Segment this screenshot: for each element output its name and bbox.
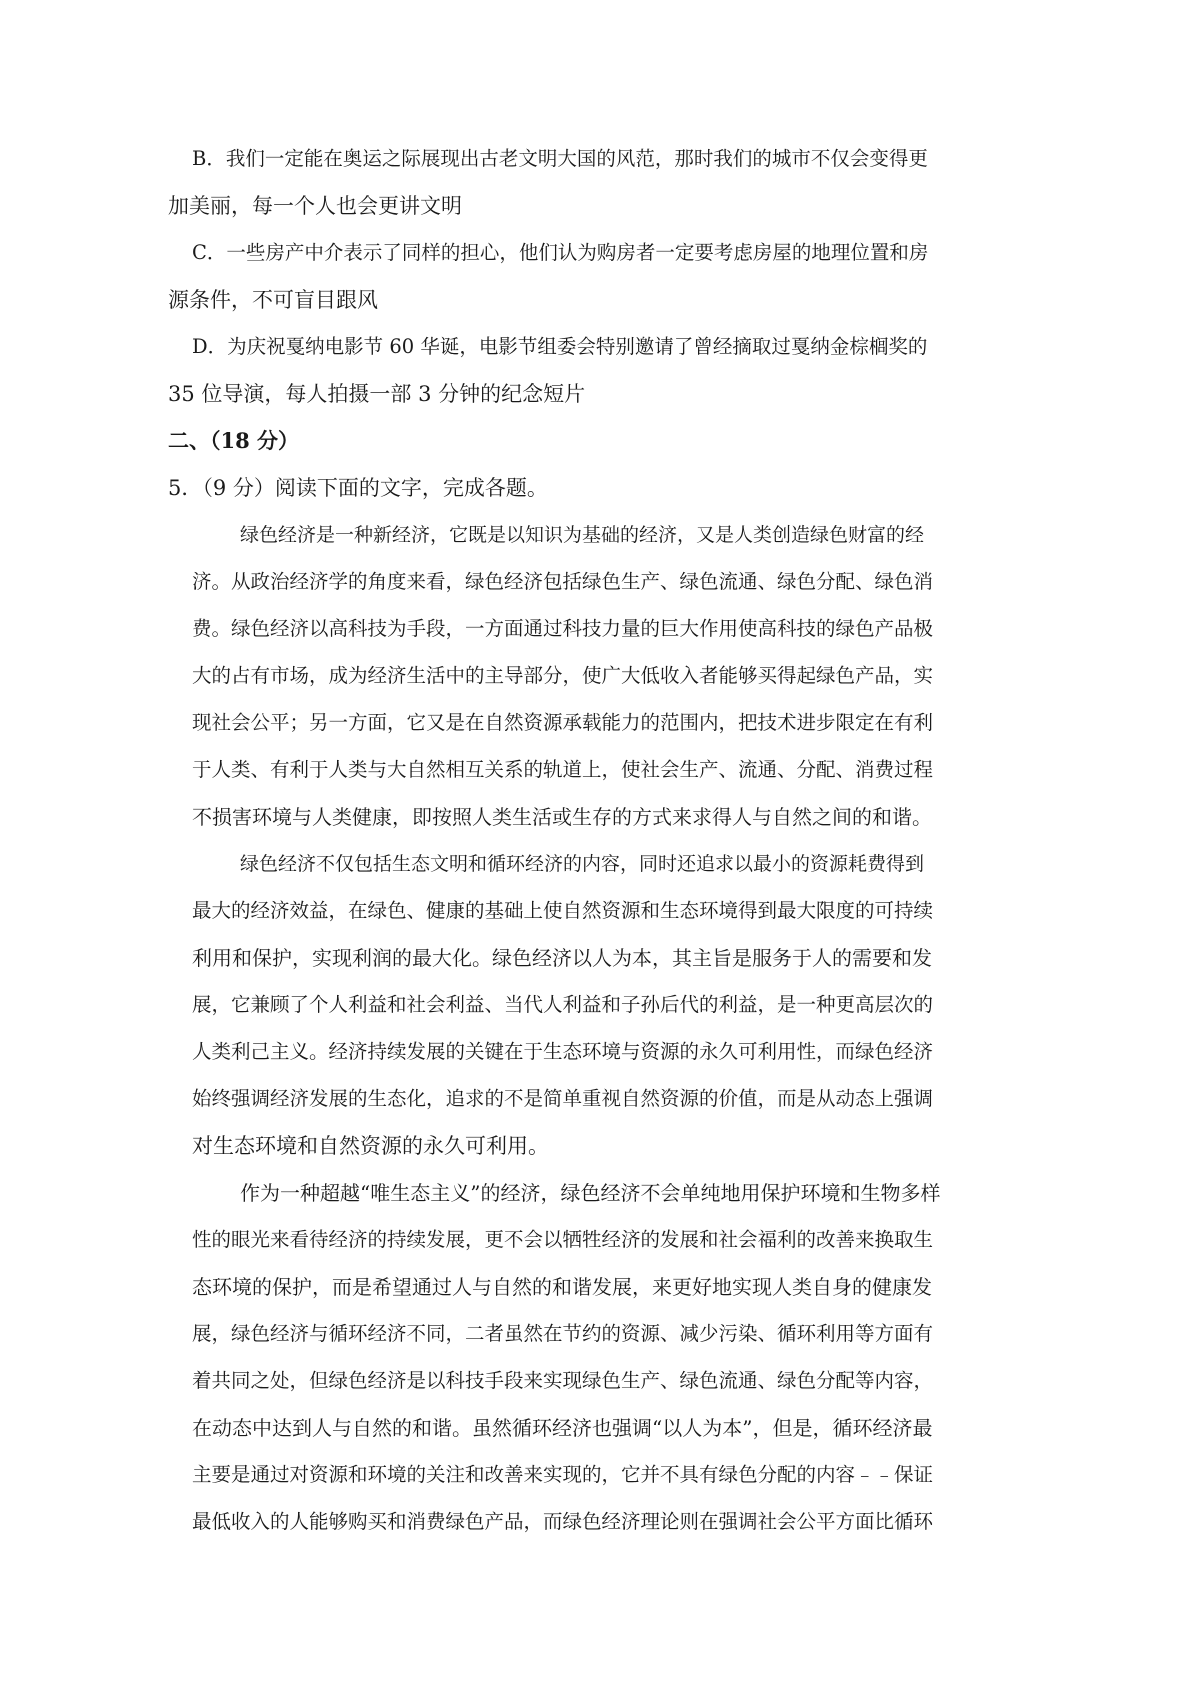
option-c-line-1 bbox=[192, 238, 928, 268]
option-d-text-1: 为庆祝戛纳电影节 60 华诞，电影节组委会特别邀请了曾经摘取过戛纳金棕榈奖的 bbox=[227, 335, 928, 358]
option-c-text-2: 源条件，不可盲目跟风 bbox=[168, 288, 378, 312]
paragraph-1-line: 费。绿色经济以高科技为手段，一方面通过科技力量的巨大作用使高科技的绿色产品极 bbox=[192, 617, 934, 640]
paragraph-3-line: 着共同之处，但绿色经济是以科技手段来实现绿色生产、绿色流通、绿色分配等内容， bbox=[192, 1369, 934, 1392]
paragraph-3-line: 作为一种超越“唯生态主义”的经济，绿色经济不会单纯地用保护环境和生物多样 bbox=[240, 1181, 941, 1205]
option-c-text-1: 一些房产中介表示了同样的担心，他们认为购房者一定要考虑房屋的地理位置和房 bbox=[226, 241, 929, 264]
option-d-text-2: 35 位导演，每人拍摄一部 3 分钟的纪念短片 bbox=[168, 382, 586, 406]
paragraph-3-line: 展，绿色经济与循环经济不同，二者虽然在节约的资源、减少污染、循环利用等方面有 bbox=[192, 1322, 934, 1345]
option-d-line-1 bbox=[192, 332, 927, 362]
paragraph-3-line: 性的眼光来看待经济的持续发展，更不会以牺牲经济的发展和社会福利的改善来换取生 bbox=[192, 1228, 934, 1251]
paragraph-3-line: 最低收入的人能够购买和消费绿色产品，而绿色经济理论则在强调社会公平方面比循环 bbox=[192, 1510, 934, 1533]
paragraph-1-line: 不损害环境与人类健康，即按照人类生活或生存的方式来求得人与自然之间的和谐。 bbox=[192, 805, 932, 829]
paragraph-3-line: 态环境的保护，而是希望通过人与自然的和谐发展，来更好地实现人类自身的健康发 bbox=[192, 1275, 932, 1299]
option-b-line-1 bbox=[192, 144, 928, 174]
paragraph-1-line: 现社会公平；另一方面，它又是在自然资源承载能力的范围内，把技术进步限定在有利 bbox=[192, 711, 934, 734]
paragraph-2-line: 绿色经济不仅包括生态文明和循环经济的内容，同时还追求以最小的资源耗费得到 bbox=[240, 853, 925, 875]
paragraph-2-line: 最大的经济效益，在绿色、健康的基础上使自然资源和生态环境得到最大限度的可持续 bbox=[192, 899, 934, 922]
paragraph-3-line: 主要是通过对资源和环境的关注和改善来实现的，它并不具有绿色分配的内容﹣﹣保证 bbox=[192, 1463, 934, 1486]
paragraph-2-line: 利用和保护，实现利润的最大化。绿色经济以人为本，其主旨是服务于人的需要和发 bbox=[192, 946, 932, 970]
paragraph-3-line: 在动态中达到人与自然的和谐。虽然循环经济也强调“以人为本”，但是，循环经济最 bbox=[192, 1416, 933, 1440]
option-b-letter: B． bbox=[192, 147, 226, 170]
paragraph-1-line: 于人类、有利于人类与大自然相互关系的轨道上，使社会生产、流通、分配、消费过程 bbox=[192, 758, 934, 781]
paragraph-1-line: 济。从政治经济学的角度来看，绿色经济包括绿色生产、绿色流通、绿色分配、绿色消 bbox=[192, 570, 934, 593]
option-c-letter: C． bbox=[192, 241, 227, 264]
paragraph-2-line: 对生态环境和自然资源的永久可利用。 bbox=[192, 1134, 549, 1158]
question-5-prompt: 5．（9 分）阅读下面的文字，完成各题。 bbox=[168, 476, 548, 500]
option-b-text-1: 我们一定能在奥运之际展现出古老文明大国的风范，那时我们的城市不仅会变得更 bbox=[225, 147, 928, 170]
paragraph-2-line: 展，它兼顾了个人利益和社会利益、当代人利益和子孙后代的利益，是一种更高层次的 bbox=[192, 993, 934, 1016]
paragraph-1-line: 绿色经济是一种新经济，它既是以知识为基础的经济，又是人类创造绿色财富的经 bbox=[240, 524, 925, 546]
option-b-text-2: 加美丽，每一个人也会更讲文明 bbox=[168, 194, 462, 218]
paragraph-1-line: 大的占有市场，成为经济生活中的主导部分，使广大低收入者能够买得起绿色产品，实 bbox=[192, 664, 934, 687]
section-heading: 二、（18 分） bbox=[168, 428, 300, 453]
paragraph-2-line: 始终强调经济发展的生态化，追求的不是简单重视自然资源的价值，而是从动态上强调 bbox=[192, 1087, 934, 1110]
paragraph-2-line: 人类利己主义。经济持续发展的关键在于生态环境与资源的永久可利用性，而绿色经济 bbox=[192, 1040, 934, 1063]
option-d-letter: D． bbox=[192, 335, 228, 358]
